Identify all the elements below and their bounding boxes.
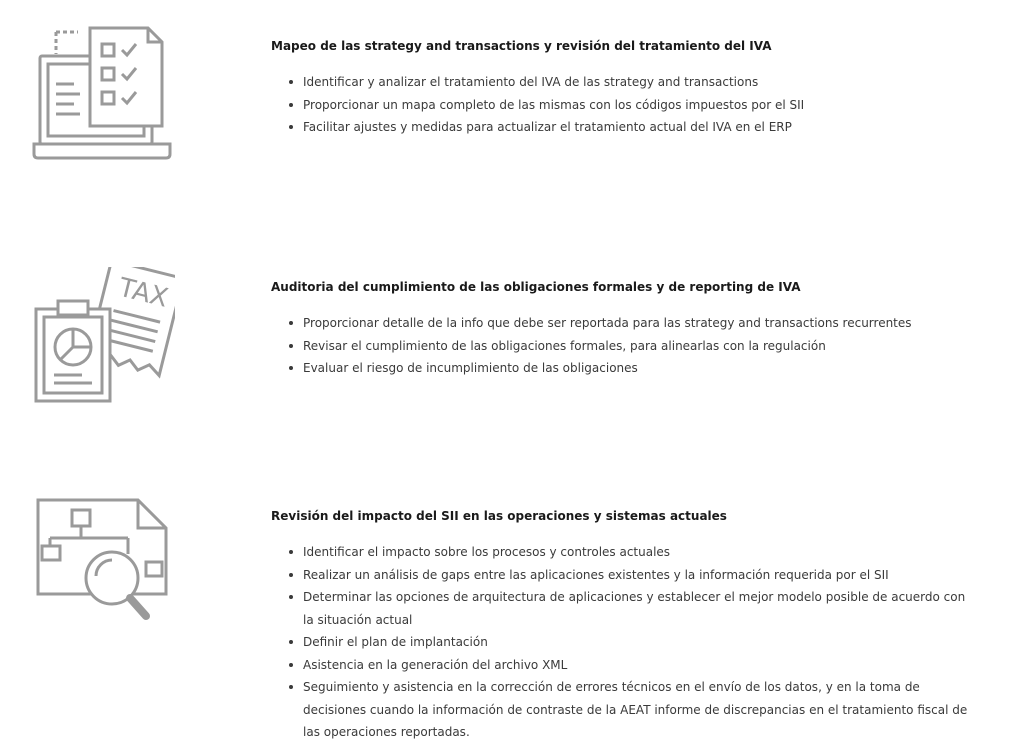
bullet-list [271, 541, 971, 744]
list-item: Seguimiento y asistencia en la corrección de errores técnicos en el envío de los datos, y en la toma de decisiones cuando la información de contraste de la AEAT informe de discrepancias en el tratamiento fiscal de las operaciones reportadas. [303, 676, 971, 744]
section-title: Mapeo de las strategy and transactions y revisión del tratamiento del IVA [271, 39, 772, 53]
tax-label: TAX [115, 272, 171, 314]
section-content [271, 279, 971, 380]
list-item: Asistencia en la generación del archivo XML [303, 654, 971, 677]
bullet-list [271, 312, 971, 380]
bullet-list [271, 71, 971, 139]
tax-clipboard-icon [30, 267, 175, 407]
list-item: Evaluar el riesgo de incumplimiento de las obligaciones [303, 357, 971, 380]
document-magnifier-icon [30, 498, 175, 638]
list-item: Revisar el cumplimiento de las obligaciones formales, para alinearlas con la regulación [303, 335, 971, 358]
list-item: Proporcionar detalle de la info que debe ser reportada para las strategy and transactions recurrentes [303, 312, 971, 335]
list-item: Facilitar ajustes y medidas para actualizar el tratamiento actual del IVA en el ERP [303, 116, 971, 139]
list-item: Identificar y analizar el tratamiento del IVA de las strategy and transactions [303, 71, 971, 94]
section-title: Auditoria del cumplimiento de las obligaciones formales y de reporting de IVA [271, 280, 801, 294]
list-item: Definir el plan de implantación [303, 631, 971, 654]
list-item: Realizar un análisis de gaps entre las aplicaciones existentes y la información requerida por el SII [303, 564, 971, 587]
list-item: Identificar el impacto sobre los procesos y controles actuales [303, 541, 971, 564]
list-item: Proporcionar un mapa completo de las mismas con los códigos impuestos por el SII [303, 94, 971, 117]
laptop-checklist-icon [30, 26, 175, 171]
section-content [271, 508, 971, 744]
section-title: Revisión del impacto del SII en las operaciones y sistemas actuales [271, 509, 727, 523]
section-content [271, 38, 971, 139]
list-item: Determinar las opciones de arquitectura de aplicaciones y establecer el mejor modelo posible de acuerdo con la situación actual [303, 586, 971, 631]
